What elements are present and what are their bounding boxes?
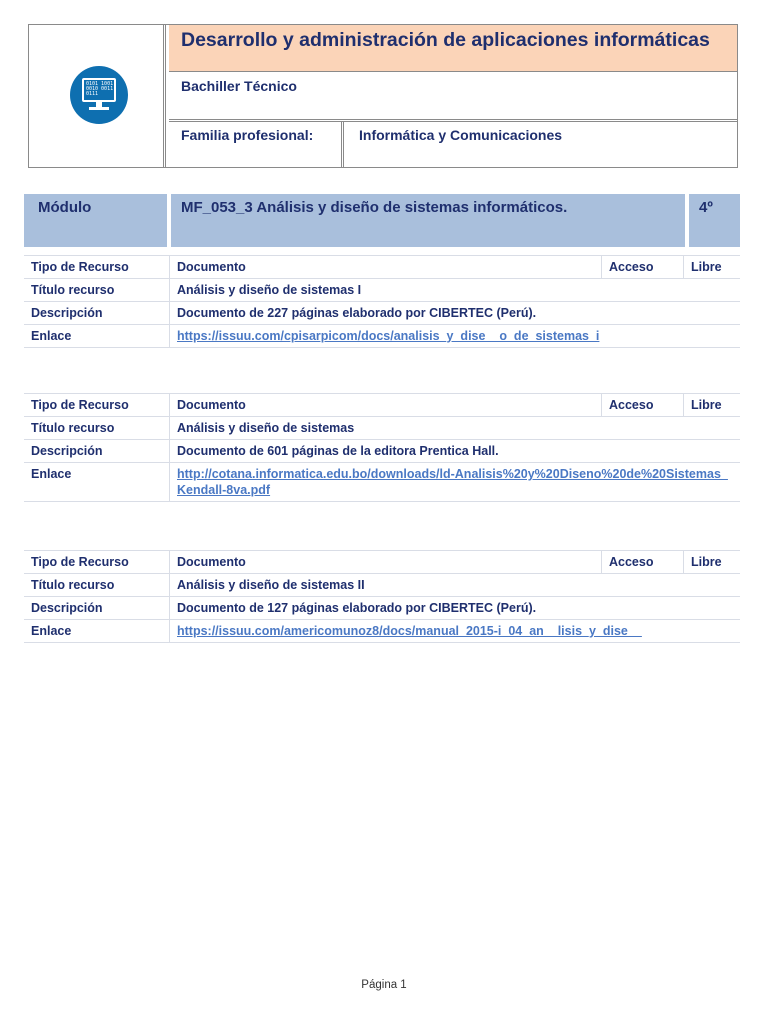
access-label: Acceso xyxy=(601,255,683,279)
resource-link[interactable]: https://issuu.com/cpisarpicom/docs/analisis_y_dise__o_de_sistemas_i xyxy=(177,329,600,343)
resource-table xyxy=(24,393,740,502)
module-name: MF_053_3 Análisis y diseño de sistemas informáticos. xyxy=(181,199,568,216)
module-bar xyxy=(24,194,740,247)
description-label: Descripción xyxy=(24,597,169,620)
resource-table xyxy=(24,550,740,643)
description-value: Documento de 127 páginas elaborado por CIBERTEC (Perú). xyxy=(169,597,740,620)
access-value: Libre xyxy=(683,255,740,279)
title-label: Título recurso xyxy=(24,279,169,302)
module-label-cell xyxy=(24,194,167,247)
access-value: Libre xyxy=(683,550,740,574)
type-value: Documento xyxy=(169,550,601,574)
link-cell xyxy=(169,620,740,643)
table-row xyxy=(24,302,740,325)
table-row xyxy=(24,620,740,643)
title-value: Análisis y diseño de sistemas I xyxy=(169,279,740,302)
monitor-screen: 0101 1001 0010 0011 0111 xyxy=(82,78,116,102)
link-cell xyxy=(169,325,740,348)
resource-table xyxy=(24,255,740,348)
document-header xyxy=(28,24,738,168)
link-label: Enlace xyxy=(24,620,169,643)
resource-link[interactable]: http://cotana.informatica.edu.bo/downloads/ld-Analisis%20y%20Diseno%20de%20Sistemas_Kendall-8va.pdf xyxy=(177,467,728,497)
title-value: Análisis y diseño de sistemas xyxy=(169,417,740,440)
type-value: Documento xyxy=(169,393,601,417)
resource-link[interactable]: https://issuu.com/americomunoz8/docs/manual_2015-i_04_an__lisis_y_dise__ xyxy=(177,624,642,638)
description-label: Descripción xyxy=(24,440,169,463)
module-label: Módulo xyxy=(38,199,92,216)
family-row xyxy=(169,122,737,167)
description-value: Documento de 601 páginas de la editora Prentica Hall. xyxy=(169,440,740,463)
access-value: Libre xyxy=(683,393,740,417)
family-divider xyxy=(341,122,345,167)
family-label: Familia profesional: xyxy=(181,127,314,143)
link-cell xyxy=(169,463,740,502)
type-value: Documento xyxy=(169,255,601,279)
monitor-base xyxy=(89,107,109,110)
subtitle-row xyxy=(169,72,737,122)
type-label: Tipo de Recurso xyxy=(24,255,169,279)
description-value: Documento de 227 páginas elaborado por CIBERTEC (Perú). xyxy=(169,302,740,325)
title-label: Título recurso xyxy=(24,417,169,440)
table-row xyxy=(24,255,740,279)
table-row xyxy=(24,325,740,348)
module-level-cell xyxy=(689,194,740,247)
type-label: Tipo de Recurso xyxy=(24,393,169,417)
link-label: Enlace xyxy=(24,463,169,502)
title-value: Análisis y diseño de sistemas II xyxy=(169,574,740,597)
link-label: Enlace xyxy=(24,325,169,348)
table-row xyxy=(24,417,740,440)
computer-binary-icon xyxy=(70,66,128,124)
table-row xyxy=(24,463,740,502)
description-label: Descripción xyxy=(24,302,169,325)
access-label: Acceso xyxy=(601,550,683,574)
table-row xyxy=(24,279,740,302)
title-label: Título recurso xyxy=(24,574,169,597)
access-label: Acceso xyxy=(601,393,683,417)
table-row xyxy=(24,574,740,597)
page-title: Desarrollo y administración de aplicaciones informáticas xyxy=(181,29,710,51)
page-subtitle: Bachiller Técnico xyxy=(181,78,297,94)
type-label: Tipo de Recurso xyxy=(24,550,169,574)
table-row xyxy=(24,440,740,463)
table-row xyxy=(24,550,740,574)
title-row xyxy=(169,25,737,72)
module-name-cell xyxy=(171,194,685,247)
logo-cell xyxy=(29,25,166,167)
table-row xyxy=(24,597,740,620)
family-value: Informática y Comunicaciones xyxy=(359,127,563,143)
page-number: Página 1 xyxy=(361,979,407,991)
module-level: 4º xyxy=(699,199,713,216)
table-row xyxy=(24,393,740,417)
